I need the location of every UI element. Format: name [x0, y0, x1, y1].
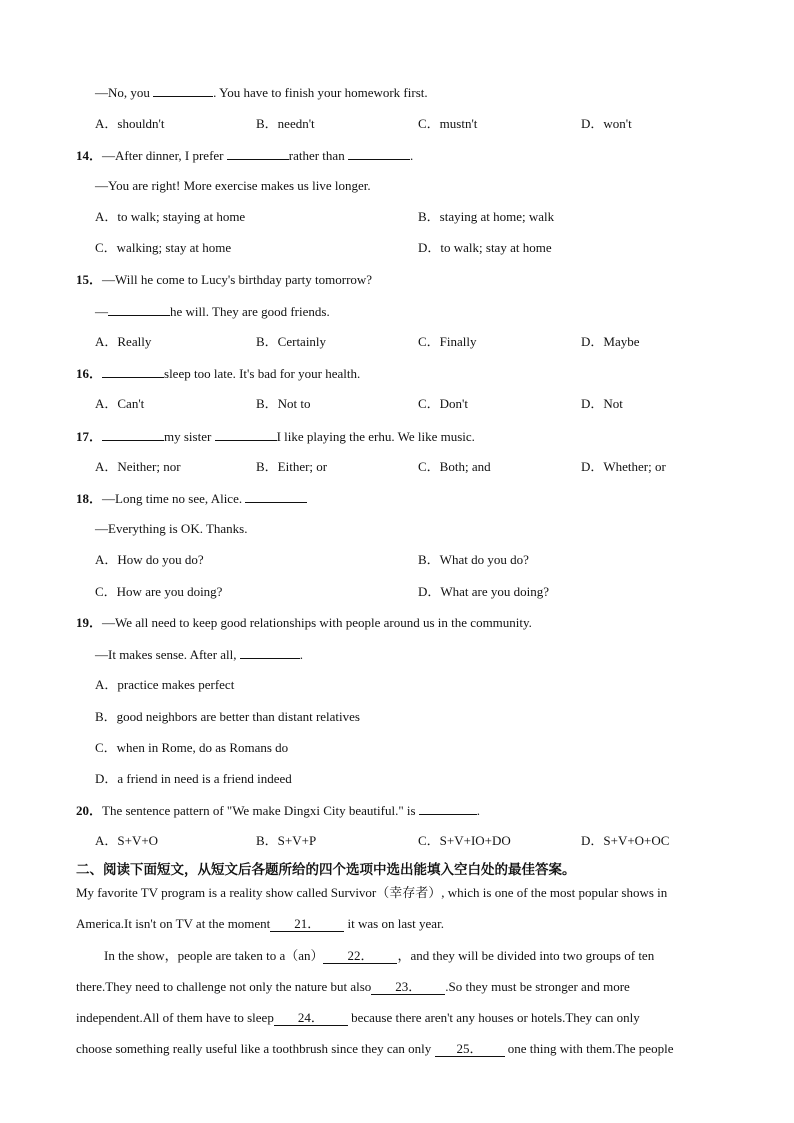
blank-22[interactable]: 22．: [323, 949, 397, 964]
passage-text: there.They need to challenge not only the nature but also: [76, 979, 372, 994]
q19-reply-text: —It makes sense. After all,: [95, 647, 237, 662]
q19-number: 19．: [76, 615, 103, 630]
passage-text: one thing with them.The people: [507, 1041, 674, 1056]
q15-text: —Will he come to Lucy's birthday party tomorrow?: [102, 272, 373, 287]
q13-option-c[interactable]: C．mustn't: [418, 116, 478, 131]
q19-reply: [95, 646, 303, 663]
q20-option-c[interactable]: C．S+V+IO+DO: [418, 833, 511, 848]
q15-option-d[interactable]: D．Maybe: [581, 334, 640, 349]
q16-stem: [76, 365, 360, 382]
q13-option-a[interactable]: A．shouldn't: [95, 116, 165, 131]
q13-reply: [95, 84, 428, 101]
q18-number: 18．: [76, 491, 103, 506]
passage-line-3: [104, 948, 654, 964]
q18-stem: [76, 490, 307, 507]
q13-blank[interactable]: [153, 84, 213, 97]
q15-blank[interactable]: [108, 303, 170, 316]
q17-text: my sister: [164, 429, 212, 444]
passage-line-2: [76, 916, 444, 932]
passage-text: it was on last year.: [347, 916, 444, 931]
q14-blank-2[interactable]: [348, 147, 410, 160]
q20-stem: [76, 802, 480, 819]
q20-option-d[interactable]: D．S+V+O+OC: [581, 833, 670, 848]
q13-reply-text: —No, you: [95, 85, 150, 100]
q16-text: sleep too late. It's bad for your health.: [164, 366, 361, 381]
q18-option-b[interactable]: B．What do you do?: [418, 552, 529, 567]
q14-text: —After dinner, I prefer: [102, 148, 224, 163]
q19-stem: [76, 615, 532, 631]
q15-number: 15．: [76, 272, 103, 287]
q16-number: 16．: [76, 366, 103, 381]
q18-text: —Long time no see, Alice.: [102, 491, 243, 506]
q14-option-b[interactable]: B．staying at home; walk: [418, 209, 555, 224]
passage-text: America.It isn't on TV at the moment: [76, 916, 271, 931]
passage-line-6: [76, 1041, 673, 1057]
q19-blank[interactable]: [240, 646, 300, 659]
q13-option-d[interactable]: D．won't: [581, 116, 632, 131]
blank-23[interactable]: 23．: [371, 980, 445, 995]
q17-number: 17．: [76, 429, 103, 444]
q14-option-c[interactable]: C．walking; stay at home: [95, 240, 232, 255]
q19-option-b[interactable]: B．good neighbors are better than distant relatives: [95, 709, 360, 724]
q14-blank-1[interactable]: [227, 147, 289, 160]
passage-text: ，and they will be divided into two groups of ten: [397, 948, 655, 963]
q18-option-a[interactable]: A．How do you do?: [95, 552, 204, 567]
q16-option-c[interactable]: C．Don't: [418, 396, 469, 411]
q20-option-b[interactable]: B．S+V+P: [256, 833, 317, 848]
q19-text: —We all need to keep good relationships with people around us in the community.: [102, 615, 532, 630]
q18-option-d[interactable]: D．What are you doing?: [418, 584, 550, 599]
q16-blank[interactable]: [102, 365, 164, 378]
q15-option-a[interactable]: A．Really: [95, 334, 152, 349]
blank-21[interactable]: 21．: [270, 917, 344, 932]
passage-line-1: My favorite TV program is a reality show called Survivor（幸存者）, which is one of the most popular shows in: [76, 885, 668, 900]
q14-text-end: .: [409, 148, 414, 163]
q19-reply-end: .: [299, 647, 304, 662]
q15-option-b[interactable]: B．Certainly: [256, 334, 327, 349]
passage-text: .So they must be stronger and more: [445, 979, 630, 994]
q20-number: 20．: [76, 803, 103, 818]
q16-option-d[interactable]: D．Not: [581, 396, 623, 411]
q15-stem: [76, 272, 372, 288]
passage-text: because there aren't any houses or hotels.They can only: [351, 1010, 640, 1025]
q17-text-tail: I like playing the erhu. We like music.: [276, 429, 475, 444]
q15-reply-text: he will. They are good friends.: [170, 304, 330, 319]
q16-option-a[interactable]: A．Can't: [95, 396, 145, 411]
passage-text: independent.All of them have to sleep: [76, 1010, 274, 1025]
q17-option-a[interactable]: A．Neither; nor: [95, 459, 181, 474]
q17-option-c[interactable]: C．Both; and: [418, 459, 491, 474]
q20-text: The sentence pattern of "We make Dingxi City beautiful." is: [102, 803, 416, 818]
q14-stem: [76, 147, 413, 164]
q17-blank-2[interactable]: [215, 428, 277, 441]
q14-text-mid: rather than: [288, 148, 345, 163]
passage-text: choose something really useful like a toothbrush since they can only: [76, 1041, 432, 1056]
q18-blank[interactable]: [245, 490, 307, 503]
q20-option-a[interactable]: A．S+V+O: [95, 833, 159, 848]
q13-option-b[interactable]: B．needn't: [256, 116, 315, 131]
q14-option-d[interactable]: D．to walk; stay at home: [418, 240, 552, 255]
q17-option-b[interactable]: B．Either; or: [256, 459, 328, 474]
section-2-heading: 二、阅读下面短文，从短文后各题所给的四个选项中选出能填入空白处的最佳答案。: [76, 862, 576, 878]
q15-reply: [95, 303, 330, 320]
q16-option-b[interactable]: B．Not to: [256, 396, 311, 411]
passage-text: In the show，people are taken to a（an）: [104, 948, 324, 963]
q18-reply: —Everything is OK. Thanks.: [95, 521, 248, 536]
q13-reply-tail: . You have to finish your homework first.: [213, 85, 428, 100]
q15-option-c[interactable]: C．Finally: [418, 334, 477, 349]
blank-25[interactable]: 25．: [435, 1042, 505, 1057]
q14-number: 14．: [76, 148, 103, 163]
q20-blank[interactable]: [419, 802, 477, 815]
q14-option-a[interactable]: A．to walk; staying at home: [95, 209, 246, 224]
q18-option-c[interactable]: C．How are you doing?: [95, 584, 223, 599]
q17-option-d[interactable]: D．Whether; or: [581, 459, 666, 474]
q17-stem: [76, 428, 475, 445]
q19-option-a[interactable]: A．practice makes perfect: [95, 677, 235, 692]
q17-blank-1[interactable]: [102, 428, 164, 441]
passage-line-5: [76, 1010, 640, 1026]
blank-24[interactable]: 24．: [274, 1011, 348, 1026]
q19-option-c[interactable]: C．when in Rome, do as Romans do: [95, 740, 289, 755]
q14-reply: —You are right! More exercise makes us live longer.: [95, 178, 371, 193]
q20-text-end: .: [476, 803, 481, 818]
q19-option-d[interactable]: D．a friend in need is a friend indeed: [95, 771, 292, 786]
q15-reply-dash: —: [95, 304, 108, 319]
passage-line-4: [76, 979, 630, 995]
